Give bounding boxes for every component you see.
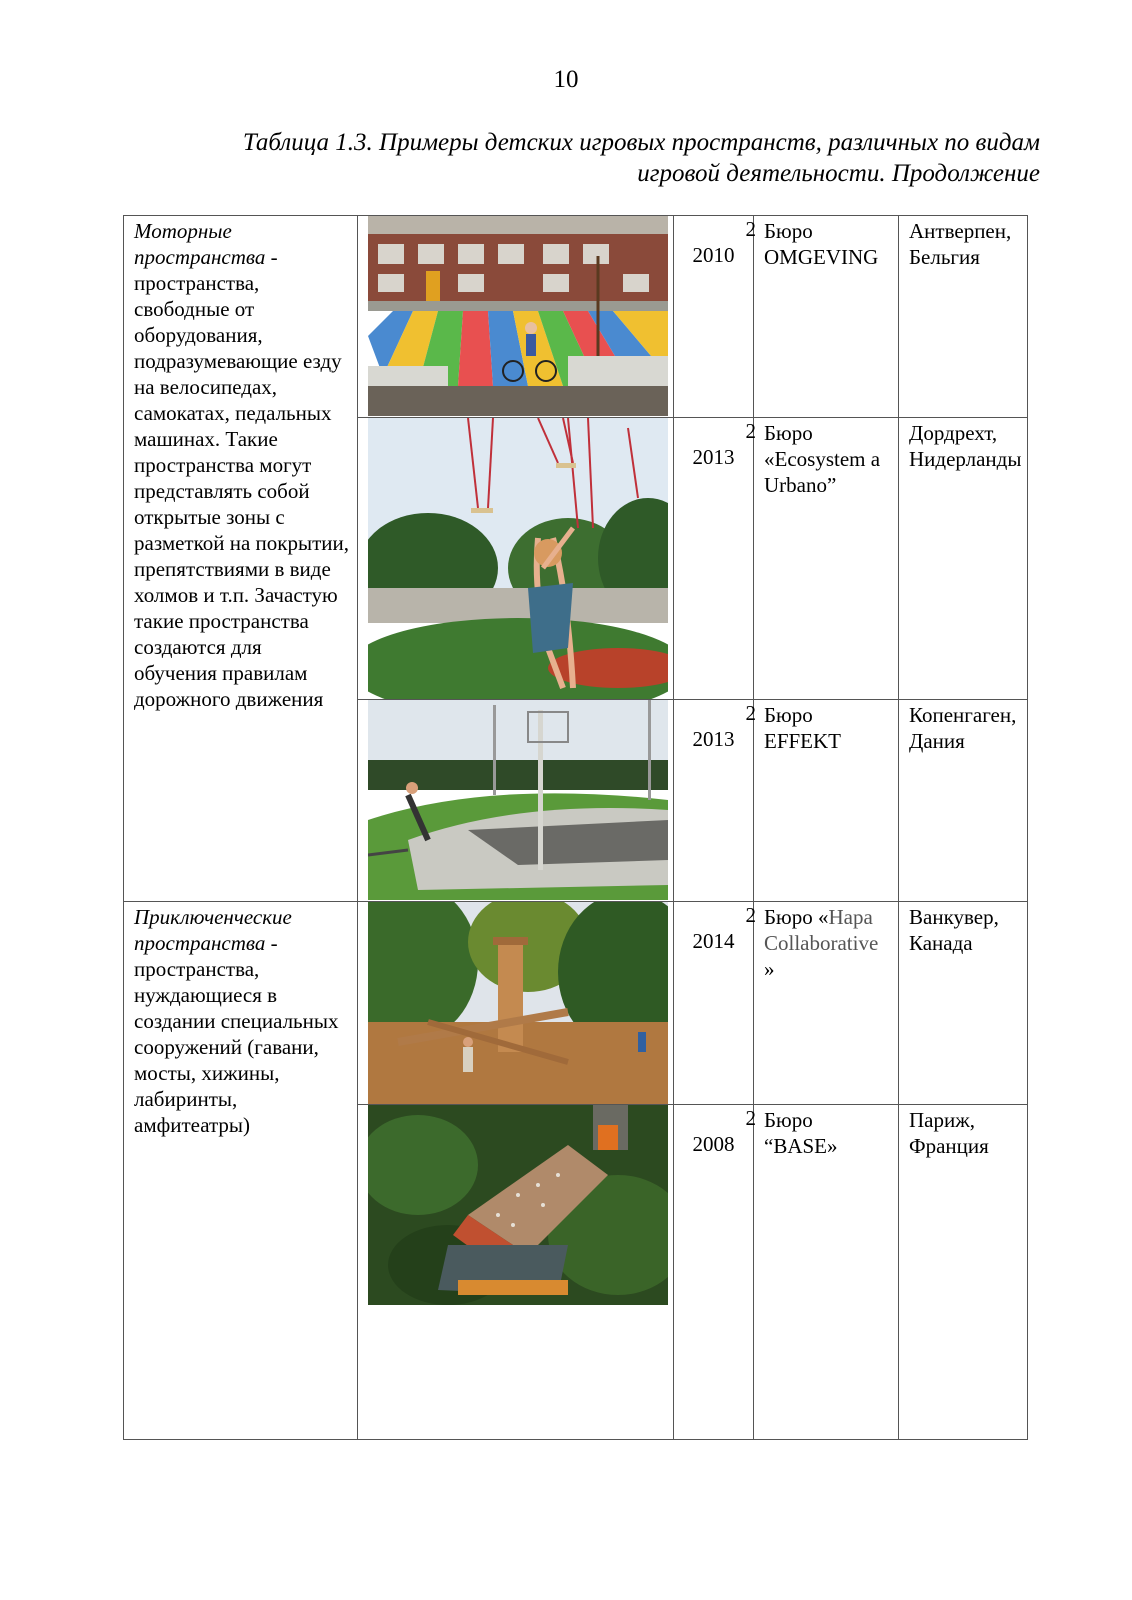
footnote-mark: 2 [745,1106,756,1130]
bureau-cell [754,418,899,700]
bureau-prefix: Бюро [764,703,813,727]
location: Дордрехт, Нидерланды [909,421,1022,471]
category-description: - пространства, нуждающиеся в создании специальных сооружений (гавани, мосты, хижины, лабиринты, амфитеатры) [134,931,339,1137]
category-title: Приключенческие пространства [134,905,292,955]
location-cell [899,1105,1028,1440]
year-cell [674,216,754,418]
location: Копенгаген, Дания [909,703,1017,753]
photo-cell [358,418,674,700]
table-caption [160,127,1040,189]
page-number: 10 [553,66,579,93]
footnote-mark: 2 [745,701,756,725]
bureau-cell [754,902,899,1105]
bureau-cell [754,700,899,902]
bureau-name-end: » [764,957,775,981]
category-description: - пространства, свободные от оборудования, подразумевающие езду на велосипедах, самокатах, педальных машинах. Такие пространства могут представлять собой открытые зоны с разметкой на покрытии, препятствиями в виде холмов и т.п. Зачастую такие пространства создаются для обучения правилам дорожного движения [134,245,349,711]
location: Антверпен, Бельгия [909,219,1012,269]
bureau-name: “BASE» [764,1134,838,1158]
category-cell-adventure [124,902,358,1440]
bureau-name: «Ecosystem a [764,447,881,471]
year-cell [674,418,754,700]
year: 2008 [692,1132,735,1156]
year-cell [674,1105,754,1440]
photo-cell [358,902,674,1105]
footnote-mark: 2 [745,903,756,927]
swings-playground-photo [368,418,668,699]
rainbow-striped-plaza-photo [368,216,668,416]
year-cell [674,700,754,902]
bureau-name: EFFEKT [764,729,842,753]
location-cell [899,902,1028,1105]
bureau-name: Hapa Collaborative [764,905,879,955]
table-row [124,902,1028,1105]
footnote-mark: 2 [745,419,756,443]
aerial-park-photo [368,1105,668,1305]
location: Париж, Франция [909,1108,989,1158]
location-cell [899,700,1028,902]
caption-line-1: Таблица 1.3. Примеры детских игровых пространств, различных по видам [242,129,1040,156]
year: 2013 [692,727,735,751]
bureau-prefix: Бюро « [764,905,829,929]
photo-cell [358,1105,674,1440]
caption-line-2: игровой деятельности. Продолжение [637,160,1040,187]
location-cell [899,418,1028,700]
category-title: Моторные пространства [134,219,266,269]
footnote-mark: 2 [745,217,756,241]
bureau-prefix: Бюро [764,219,813,243]
bureau-cell [754,216,899,418]
year: 2013 [692,445,735,469]
bureau-cell [754,1105,899,1440]
location-cell [899,216,1028,418]
year: 2010 [692,243,735,267]
table-row [124,216,1028,418]
photo-cell [358,700,674,902]
wooden-playground-photo [368,902,668,1104]
category-cell-motor [124,216,358,902]
bureau-prefix: Бюро [764,1108,813,1132]
bureau-name-end: Urbano” [764,473,837,497]
photo-cell [358,216,674,418]
year: 2014 [692,929,735,953]
examples-table [123,215,1028,1440]
location: Ванкувер, Канада [909,905,999,955]
skatepark-photo [368,700,668,900]
bureau-prefix: Бюро [764,421,813,445]
bureau-name: OMGEVING [764,245,879,269]
year-cell [674,902,754,1105]
